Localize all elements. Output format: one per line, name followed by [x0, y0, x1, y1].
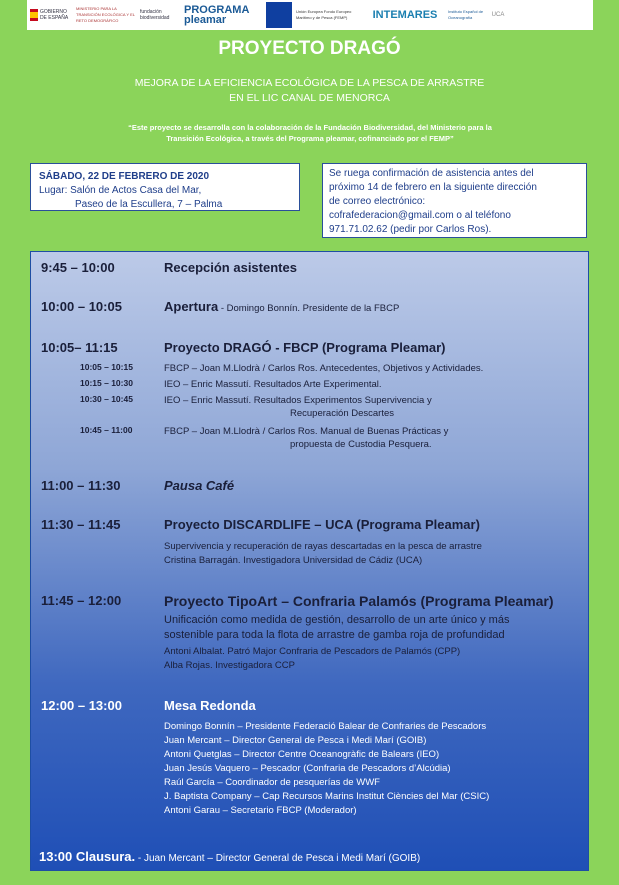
event-date: SÁBADO, 22 DE FEBRERO DE 2020: [39, 171, 210, 182]
eu-flag-icon: [266, 2, 292, 28]
ue-femp-logo: Unión Europea Fondo Europeo Marítimo y de Pesca (FEMP): [296, 9, 352, 20]
intemares-logo: INTEMARES: [372, 9, 438, 21]
agenda-panel: [30, 251, 589, 871]
session-description: [164, 613, 509, 643]
sub-item-desc-line: IEO – Enric Massutí. Resultados Experimentos Supervivencia y: [164, 395, 432, 406]
session-title: [164, 299, 399, 314]
sub-item-desc: IEO – Enric Massutí. Resultados Arte Experimental.: [164, 379, 382, 390]
sub-item-desc: [164, 394, 432, 420]
session-title: Recepción asistentes: [164, 260, 297, 275]
event-place-1: Lugar: Salón de Actos Casa del Mar,: [39, 185, 202, 196]
rsvp-phone: 971.71.02.62 (pedir por Carlos Ros).: [329, 224, 492, 235]
sub-item-desc-cont: Recuperación Descartes: [290, 408, 395, 419]
session-time: 11:45 – 12:00: [41, 593, 122, 608]
session-title: Pausa Café: [164, 478, 235, 493]
panel-member: Antoni Quetglas – Director Centre Oceanogràfic de Balears (IEO): [164, 749, 440, 760]
session-title: Proyecto DISCARDLIFE – UCA (Programa Pleamar): [164, 517, 480, 532]
closing-title: 13:00 Clausura.: [39, 849, 136, 864]
session-time: 11:30 – 11:45: [41, 517, 121, 532]
gobierno-label: GOBIERNO DE ESPAÑA: [39, 9, 69, 21]
sub-item-desc-cont: propuesta de Custodia Pesquera.: [290, 439, 432, 450]
sub-item-time: 10:30 – 10:45: [80, 394, 133, 404]
panel-member: J. Baptista Company – Cap Recursos Marins Institut Ciències del Mar (CSIC): [164, 791, 490, 802]
rsvp-email[interactable]: cofrafederacion@gmail.com o al teléfono: [329, 210, 511, 221]
panel-member: Juan Jesús Vaquero – Pescador (Confraria de Pescadors d’Alcúdia): [164, 763, 451, 774]
pleamar-logo: PROGRAMA pleamar: [184, 4, 249, 26]
uca-logo: UCA: [491, 12, 505, 18]
session-title: Proyecto TipoArt – Confraria Palamós (Programa Pleamar): [164, 593, 554, 609]
logo-bar: [27, 0, 593, 30]
session-title-text: Apertura: [164, 299, 219, 314]
session-note: - Domingo Bonnín. Presidente de la FBCP: [218, 303, 400, 314]
ministerio-logo: MINISTERIO PARA LA TRANSICIÓN ECOLÓGICA Y EL RETO DEMOGRÁFICO: [76, 6, 135, 23]
sub-item-desc: [164, 425, 448, 451]
session-time: 10:05– 11:15: [41, 340, 118, 355]
detail-line: sostenible para toda la flota de arrastre de gamba roja de profundidad: [164, 629, 505, 641]
speaker: Antoni Albalat. Patró Major Confraria de Pescadors de Palamós (CPP): [164, 646, 461, 657]
rsvp-line: de correo electrónico:: [329, 196, 426, 207]
detail-line: Cristina Barragán. Investigadora Universidad de Cádiz (UCA): [164, 555, 423, 566]
session-title: Mesa Redonda: [164, 698, 256, 713]
event-info-box: [30, 163, 300, 211]
sub-item-desc: FBCP – Joan M.Llodrà / Carlos Ros. Antecedentes, Objetivos y Actividades.: [164, 363, 484, 374]
session-time: 12:00 – 13:00: [41, 698, 122, 713]
sub-item-desc-line: FBCP – Joan M.Llodrà / Carlos Ros. Manual de Buenas Prácticas y: [164, 426, 449, 437]
subtitle: [0, 76, 619, 106]
rsvp-line: próximo 14 de febrero en la siguiente dirección: [329, 182, 537, 193]
sub-item-time: 10:15 – 10:30: [80, 378, 133, 388]
panel-member: Raúl García – Coordinador de pesquerías de WWF: [164, 777, 380, 788]
panel-member: Juan Mercant – Director General de Pesca i Medi Marí (GOIB): [164, 735, 427, 746]
session-title: Proyecto DRAGÓ - FBCP (Programa Pleamar): [164, 340, 446, 355]
subtitle-line-1: MEJORA DE LA EFICIENCIA ECOLÓGICA DE LA PESCA DE ARRASTRE: [134, 77, 485, 89]
closing-session: [39, 849, 420, 864]
gobierno-espana-logo: [30, 2, 72, 28]
detail-line: Unificación como medida de gestión, desarrollo de un arte único y más: [164, 614, 510, 626]
subtitle-line-2: EN EL LIC CANAL DE MENORCA: [229, 92, 390, 104]
session-time: 9:45 – 10:00: [41, 260, 115, 275]
closing-note: - Juan Mercant – Director General de Pesca i Medi Marí (GOIB): [135, 853, 421, 864]
detail-line: Supervivencia y recuperación de rayas descartadas en la pesca de arrastre: [164, 541, 482, 552]
ieo-logo: Instituto Español de Oceanografía: [448, 9, 484, 20]
spain-flag-icon: [30, 9, 38, 21]
fundacion-biodiversidad-logo: fundación biodiversidad: [140, 9, 170, 21]
speaker-list: [164, 645, 460, 673]
panel-member: Antoni Garau – Secretario FBCP (Moderador): [164, 805, 357, 816]
sub-item-time: 10:45 – 11:00: [80, 425, 133, 435]
page-title: PROYECTO DRAGÓ: [218, 38, 401, 59]
event-place-2: Paseo de la Escullera, 7 – Palma: [75, 199, 223, 210]
sub-item-time: 10:05 – 10:15: [80, 362, 133, 372]
panel-member: Domingo Bonnín – Presidente Federació Balear de Confraries de Pescadors: [164, 721, 487, 732]
session-time: 11:00 – 11:30: [41, 478, 121, 493]
funding-quote: “Este proyecto se desarrolla con la colaboración de la Fundación Biodiversidad, del Ministerio para la Transición Ecológica, a través del Programa pleamar, cofinanciado por el FEMP”: [128, 123, 492, 143]
rsvp-line: Se ruega confirmación de asistencia antes del: [329, 168, 534, 179]
rsvp-box: [322, 163, 587, 238]
speaker: Alba Rojas. Investigadora CCP: [164, 660, 295, 671]
session-time: 10:00 – 10:05: [41, 299, 122, 314]
panel-member-list: [164, 720, 489, 818]
session-description: [164, 540, 482, 568]
